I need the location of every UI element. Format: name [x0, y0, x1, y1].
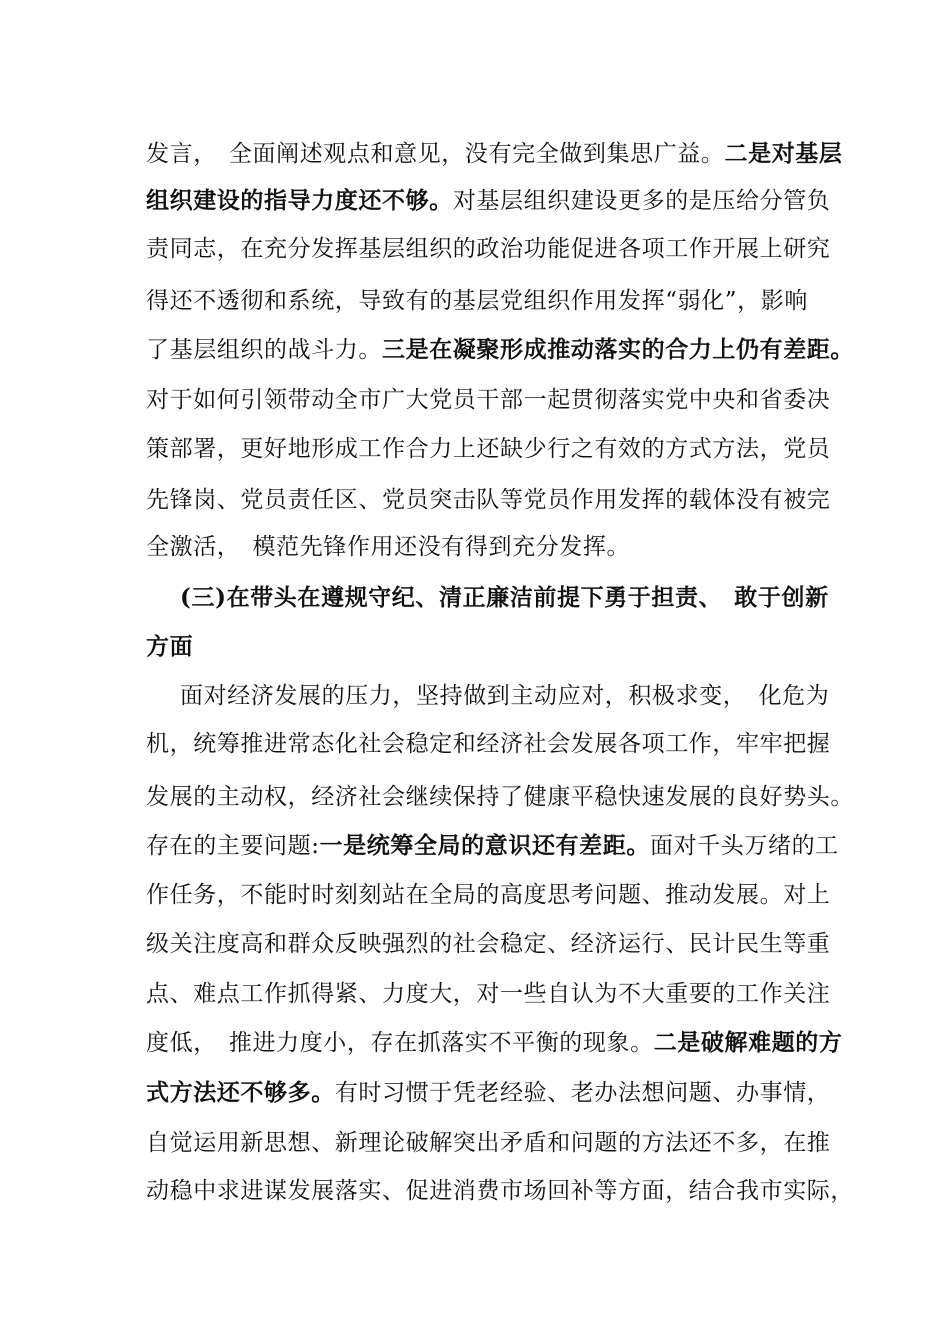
- text-line: [146, 830, 839, 862]
- text-run: 发言， 全面阐述观点和意见，没有完全做到集思广益。: [146, 141, 725, 167]
- text-run: 点、难点工作抓得紧、力度大，对一些自认为不大重要的工作关注: [146, 981, 831, 1007]
- text-run: 得还不透彻和系统，导致有的基层党组织作用发挥“弱化”，影响: [146, 288, 808, 314]
- text-line: [146, 978, 831, 1010]
- bold-run: 组织建设的指导力度还不够。: [146, 187, 453, 214]
- text-run: 自觉运用新思想、新理论破解突出矛盾和问题的方法还不多，在推: [146, 1130, 831, 1156]
- text-line: [146, 384, 831, 416]
- text-line: [146, 433, 831, 465]
- text-line: [146, 1027, 843, 1059]
- bold-run: 式方法还不够多。: [146, 1079, 335, 1106]
- text-line: [146, 185, 831, 217]
- bold-run: 二是破解难题的方: [653, 1029, 843, 1056]
- text-line: [146, 484, 831, 516]
- text-line: [146, 1175, 854, 1207]
- text-run: 作任务，不能时时刻刻站在全局的高度思考问题、推动发展。对上: [146, 882, 831, 908]
- bold-run: 三是在凝聚形成推动落实的合力上仍有差距。: [382, 336, 854, 363]
- text-line: [146, 928, 831, 960]
- text-run: 面对经济发展的压力，坚持做到主动应对，积极求变， 化危为: [180, 683, 830, 709]
- text-run: 对于如何引领带动全市广大党员干部一起贯彻落实党中央和省委决: [146, 387, 831, 413]
- text-run: 机，统筹推进常态化社会稳定和经济社会发展各项工作，牢牢把握: [146, 731, 831, 757]
- text-line: [146, 1127, 831, 1159]
- text-run: 度低， 推进力度小，存在抓落实不平衡的现象。: [146, 1030, 654, 1056]
- text-line: [146, 1077, 831, 1109]
- text-line: [146, 334, 854, 366]
- text-run: 动稳中求进谋发展落实、促进消费市场回补等方面，结合我市实际，: [146, 1178, 854, 1204]
- text-run: 存在的主要问题:: [146, 833, 320, 859]
- text-run: 了基层组织的战斗力。: [146, 337, 382, 363]
- text-line: [146, 879, 831, 911]
- text-line: [146, 728, 831, 760]
- bold-run: 二是对基层: [724, 140, 843, 167]
- text-run: 级关注度高和群众反映强烈的社会稳定、经济运行、民计民生等重: [146, 931, 831, 957]
- text-line: [180, 680, 830, 712]
- text-line: [146, 285, 826, 317]
- bold-run: 方面: [146, 633, 194, 660]
- text-run: 全激活， 模范先锋作用还没有得到充分发挥。: [146, 534, 631, 560]
- section-heading: [180, 582, 830, 614]
- text-line: [146, 531, 826, 563]
- text-run: 对基层组织建设更多的是压给分管负: [452, 188, 831, 214]
- text-run: 先锋岗、党员责任区、党员突击队等党员作用发挥的载体没有被完: [146, 487, 831, 513]
- text-line: [146, 781, 854, 813]
- section-heading-continued: [146, 631, 826, 663]
- text-run: 面对千头万绪的工: [649, 833, 839, 859]
- bold-run: 一是统筹全局的意识还有差距。: [319, 832, 650, 859]
- text-line: [146, 233, 831, 265]
- text-run: 有时习惯于凭老经验、老办法想问题、办事情，: [334, 1080, 831, 1106]
- text-line: [146, 138, 843, 170]
- text-run: 责同志，在充分发挥基层组织的政治功能促进各项工作开展上研究: [146, 236, 831, 262]
- bold-run: (三)在带头在遵规守纪、清正廉洁前提下勇于担责、 敢于创新: [180, 584, 829, 611]
- text-run: 发展的主动权，经济社会继续保持了健康平稳快速发展的良好势头。: [146, 784, 854, 810]
- text-run: 策部署，更好地形成工作合力上还缺少行之有效的方式方法，党员: [146, 436, 831, 462]
